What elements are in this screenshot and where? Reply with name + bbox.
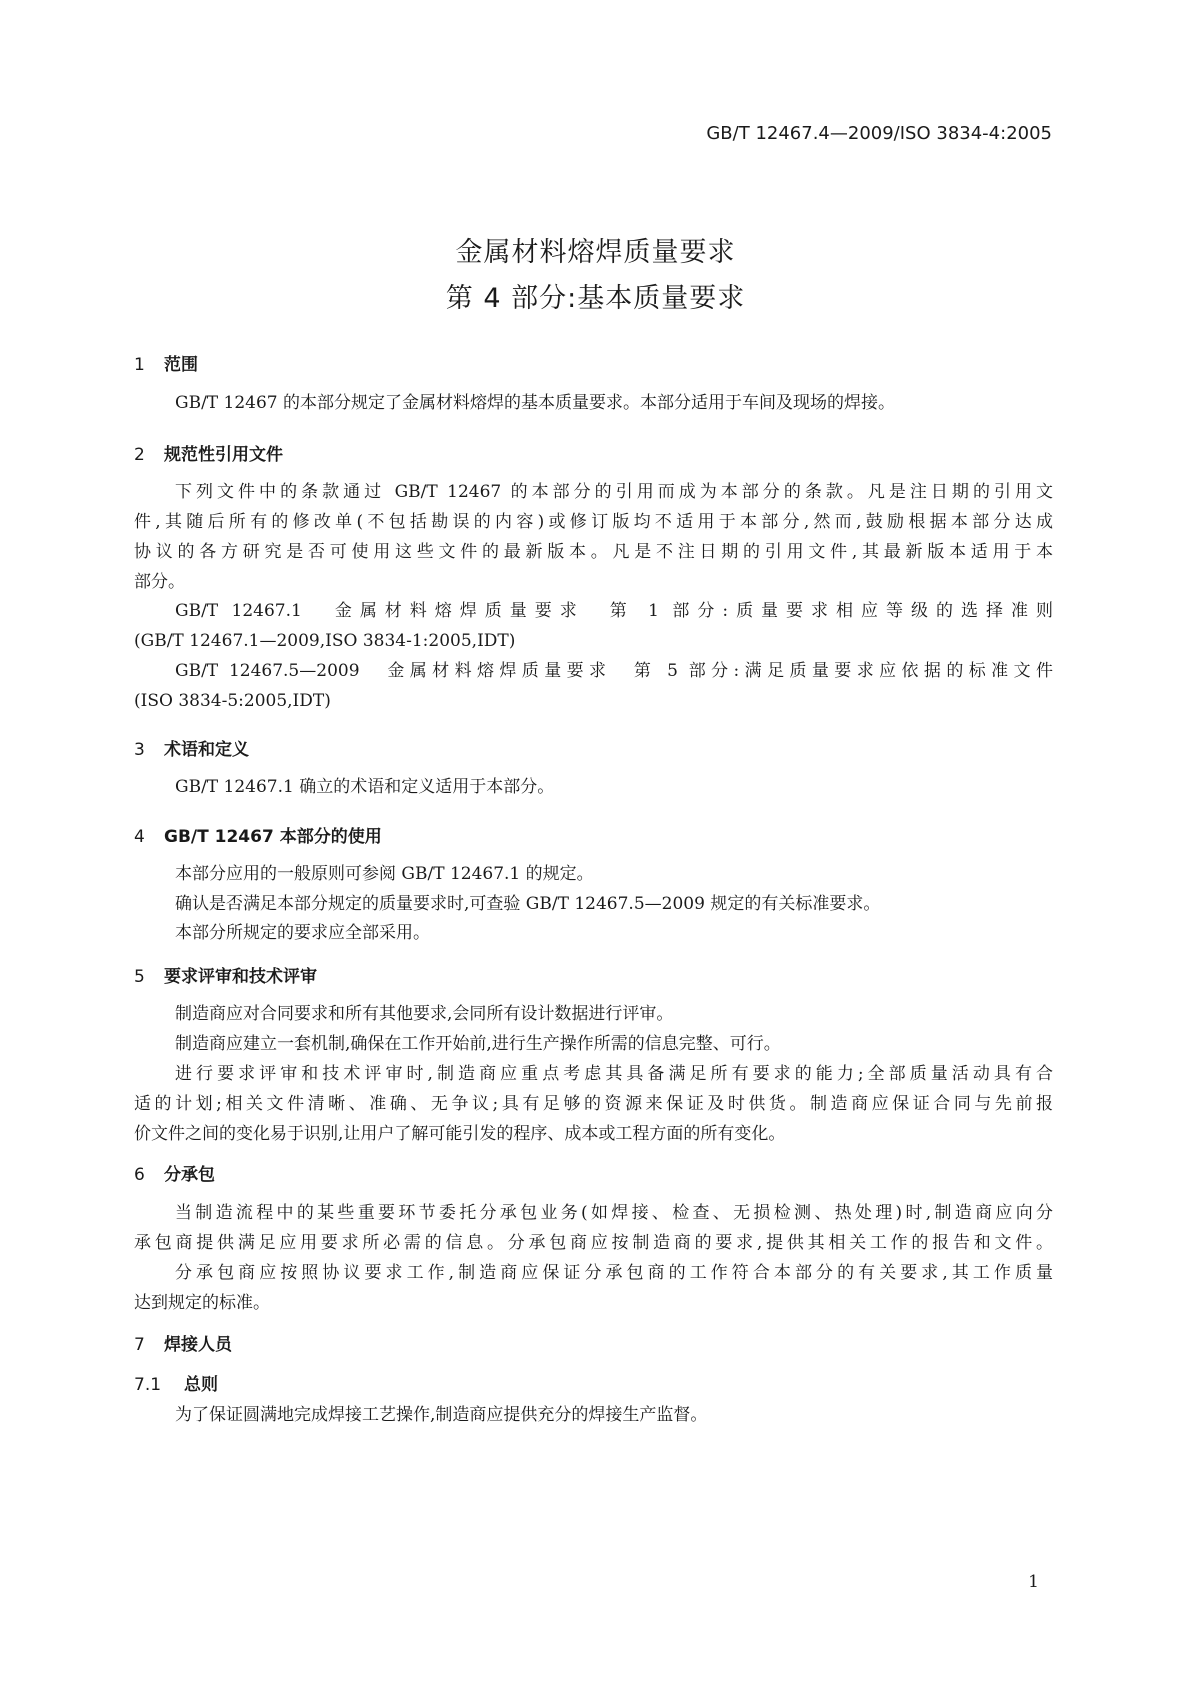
paragraph-line: 当制造流程中的某些重要环节委托分承包业务(如焊接、检查、无损检测、热处理)时,制造商应向分 [175,1203,1053,1223]
section-6-heading [134,1160,215,1185]
paragraph: 本部分应用的一般原则可参阅 GB/T 12467.1 的规定。 [175,864,594,884]
paragraph-line: 适的计划;相关文件清晰、准确、无争议;具有足够的资源来保证及时供货。制造商应保证合同与先前报 [134,1094,1053,1114]
paragraph-line: 部分。 [134,572,185,592]
section-number: 5 [134,967,145,987]
paragraph-line: 价文件之间的变化易于识别,让用户了解可能引发的程序、成本或工程方面的所有变化。 [134,1124,786,1144]
section-number: 4 [134,827,145,847]
page-number: 1 [1028,1572,1039,1592]
reference-line: (GB/T 12467.1—2009,ISO 3834-1:2005,IDT) [134,631,516,651]
paragraph: 制造商应对合同要求和所有其他要求,会同所有设计数据进行评审。 [175,1004,674,1024]
section-title: 分承包 [164,1165,215,1185]
section-title: 范围 [164,355,198,375]
paragraph: GB/T 12467.1 确立的术语和定义适用于本部分。 [175,777,555,797]
section-number: 6 [134,1165,145,1185]
paragraph-line: 进行要求评审和技术评审时,制造商应重点考虑其具备满足所有要求的能力;全部质量活动具有合 [175,1064,1053,1084]
reference-line: GB/T 12467.1 金属材料熔焊质量要求 第 1 部分:质量要求相应等级的选择准则 [175,601,1053,621]
paragraph-line: 件,其随后所有的修改单(不包括勘误的内容)或修订版均不适用于本部分,然而,鼓励根据本部分达成 [134,512,1053,532]
paragraph-line: 下列文件中的条款通过 GB/T 12467 的本部分的引用而成为本部分的条款。凡是注日期的引用文 [175,482,1053,502]
document-title: 金属材料熔焊质量要求 [455,237,736,268]
paragraph: 为了保证圆满地完成焊接工艺操作,制造商应提供充分的焊接生产监督。 [175,1405,708,1425]
standard-code: GB/T 12467.4—2009/ISO 3834-4:2005 [706,123,1052,144]
subsection-number: 7.1 [134,1375,162,1395]
section-4-heading [134,822,382,847]
section-1-heading [134,350,198,375]
section-number: 2 [134,445,145,465]
section-title: GB/T 12467 本部分的使用 [164,827,382,847]
section-number: 1 [134,355,145,375]
section-title: 焊接人员 [164,1335,232,1355]
reference-line: (ISO 3834-5:2005,IDT) [134,691,331,711]
document-subtitle: 第 4 部分:基本质量要求 [445,283,746,314]
section-title: 要求评审和技术评审 [164,967,317,987]
section-2-heading [134,440,283,465]
section-number: 3 [134,740,145,760]
paragraph-line: 协议的各方研究是否可使用这些文件的最新版本。凡是不注日期的引用文件,其最新版本适用于本 [134,542,1053,562]
section-title: 规范性引用文件 [164,445,283,465]
paragraph: GB/T 12467 的本部分规定了金属材料熔焊的基本质量要求。本部分适用于车间及现场的焊接。 [175,393,896,413]
section-3-heading [134,735,249,760]
subsection-title: 总则 [184,1375,218,1395]
section-5-heading [134,962,317,987]
section-number: 7 [134,1335,145,1355]
paragraph: 确认是否满足本部分规定的质量要求时,可查验 GB/T 12467.5—2009 规定的有关标准要求。 [175,894,881,914]
reference-line: GB/T 12467.5—2009 金属材料熔焊质量要求 第 5 部分:满足质量要求应依据的标准文件 [175,661,1053,681]
paragraph: 本部分所规定的要求应全部采用。 [175,923,430,943]
paragraph-line: 分承包商应按照协议要求工作,制造商应保证分承包商的工作符合本部分的有关要求,其工作质量 [175,1263,1053,1283]
paragraph-line: 达到规定的标准。 [134,1293,270,1313]
subsection-7-1-heading [134,1370,218,1395]
section-title: 术语和定义 [164,740,249,760]
paragraph-line: 承包商提供满足应用要求所必需的信息。分承包商应按制造商的要求,提供其相关工作的报告和文件。 [134,1233,1053,1253]
paragraph: 制造商应建立一套机制,确保在工作开始前,进行生产操作所需的信息完整、可行。 [175,1034,781,1054]
section-7-heading [134,1330,232,1355]
